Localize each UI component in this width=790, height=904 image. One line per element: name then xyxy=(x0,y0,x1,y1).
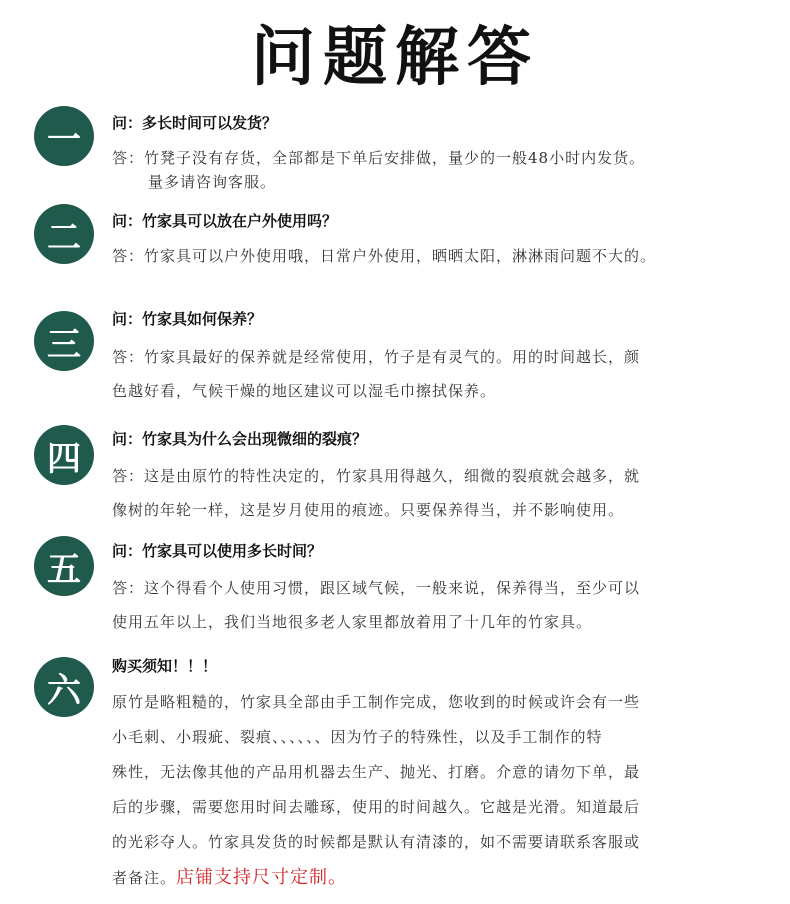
answer-line: 色越好看，气候干燥的地区建议可以湿毛巾擦拭保养。 xyxy=(112,382,497,400)
question-text: 问：竹家具可以放在户外使用吗？ xyxy=(112,212,338,230)
section-number-badge: 三 xyxy=(34,311,94,371)
answer-line: 答：这是由原竹的特性决定的，竹家具用得越久，细微的裂痕就会越多，就 xyxy=(112,467,641,485)
custom-size-highlight: 店铺支持尺寸定制。 xyxy=(176,867,348,888)
section-number-badge: 五 xyxy=(34,536,94,596)
question-text: 问：多长时间可以发货？ xyxy=(112,114,278,132)
answer-text xyxy=(112,340,712,408)
answer-line: 答：这个得看个人使用习惯，跟区域气候，一般来说，保养得当，至少可以 xyxy=(112,579,641,597)
notice-line: 后的步骤，需要您用时间去雕琢，使用的时间越久。它越是光滑。知道最后 xyxy=(112,798,641,816)
question-text: 问：竹家具如何保养？ xyxy=(112,310,263,328)
answer-text xyxy=(112,571,712,639)
page-title: 问题解答 xyxy=(251,20,539,95)
notice-line: 小毛刺、小瑕疵、裂痕、、、、、、因为竹子的特殊性，以及手工制作的特 xyxy=(112,728,603,746)
answer-line: 答：竹家具可以户外使用哦，日常户外使用，晒晒太阳，淋淋雨问题不大的。 xyxy=(112,247,657,265)
notice-line-text: 者备注。 xyxy=(112,869,177,887)
answer-line: 答：竹凳子没有存货，全部都是下单后安排做，量少的一般48小时内发货。 xyxy=(112,149,646,167)
answer-text xyxy=(112,459,712,527)
section-number-badge: 一 xyxy=(34,106,94,166)
question-text: 问：竹家具可以使用多长时间？ xyxy=(112,542,323,560)
answer-line: 像树的年轮一样，这是岁月使用的痕迹。只要保养得当，并不影响使用。 xyxy=(112,501,625,519)
notice-line: 原竹是略粗糙的，竹家具全部由手工制作完成，您收到的时候或许会有一些 xyxy=(112,693,641,711)
notice-line xyxy=(112,860,712,896)
answer-line: 答：竹家具最好的保养就是经常使用，竹子是有灵气的。用的时间越长，颜 xyxy=(112,348,641,366)
section-number-badge: 四 xyxy=(34,425,94,485)
notice-line: 殊性，无法像其他的产品用机器去生产、抛光、打磨。介意的请勿下单，最 xyxy=(112,763,641,781)
notice-text xyxy=(112,685,712,896)
answer-line: 量多请咨询客服。 xyxy=(148,173,277,191)
notice-heading: 购买须知！！！ xyxy=(112,657,218,675)
answer-line: 使用五年以上，我们当地很多老人家里都放着用了十几年的竹家具。 xyxy=(112,613,593,631)
answer-text xyxy=(112,146,712,194)
question-text: 问：竹家具为什么会出现微细的裂痕？ xyxy=(112,430,368,448)
notice-line: 的光彩夺人。竹家具发货的时候都是默认有清漆的，如不需要请联系客服或 xyxy=(112,833,641,851)
answer-text xyxy=(112,244,712,268)
section-number-badge: 二 xyxy=(34,204,94,264)
section-number-badge: 六 xyxy=(34,657,94,717)
